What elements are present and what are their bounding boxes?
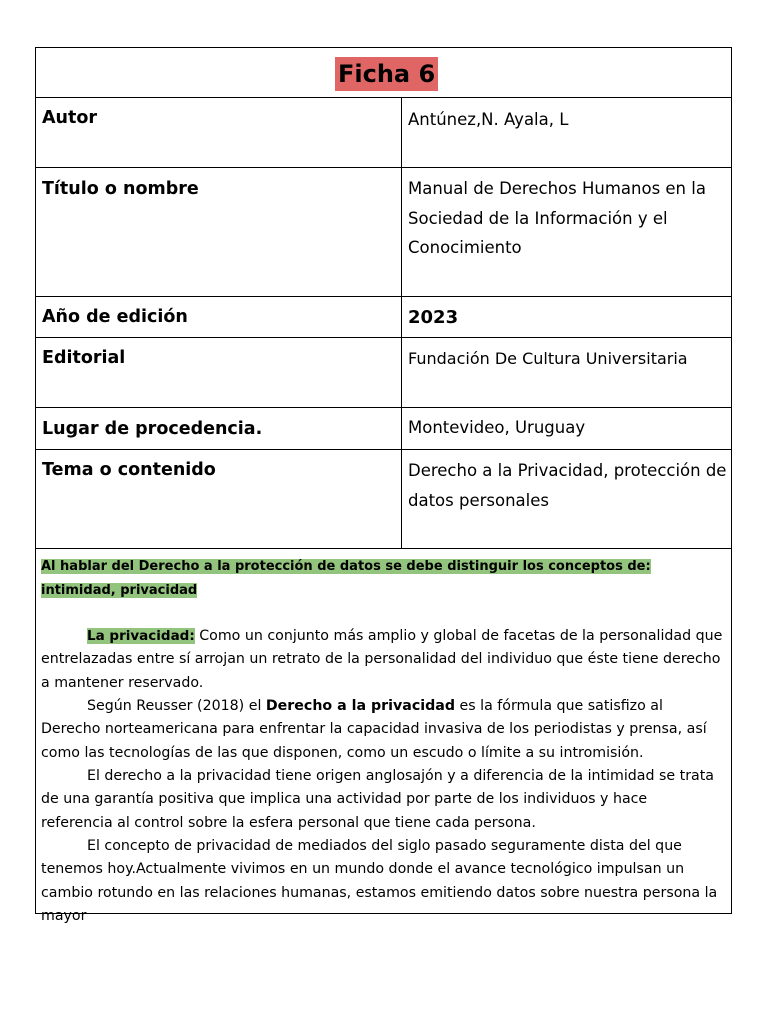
- intro-text: [41, 555, 681, 603]
- term-privacidad: La privacidad:: [87, 628, 195, 644]
- ficha-table: [35, 47, 732, 925]
- paragraph-text: Según Reusser (2018) el: [87, 698, 266, 714]
- value-lugar: Montevideo, Uruguay: [408, 418, 586, 437]
- intro-highlight: Al hablar del Derecho a la protección de datos se debe distinguir los conceptos de: intimidad, privacidad: [41, 559, 651, 598]
- label-anio: Año de edición: [42, 307, 188, 327]
- cell-label: [36, 408, 402, 449]
- value-titulo: Manual de Derechos Humanos en la Sociedad de la Información y el Conocimiento: [408, 179, 706, 257]
- cell-value: [402, 297, 731, 337]
- title-row: [36, 48, 731, 98]
- paragraph-origen: [41, 765, 723, 835]
- label-autor: Autor: [42, 108, 98, 128]
- cell-label: [36, 450, 402, 548]
- paragraph-reusser: [41, 695, 723, 765]
- paragraph-text: El concepto de privacidad de mediados del siglo pasado seguramente dista del que tenemos hoy.Actualmente vivimos en un mundo donde el avance tecnológico impulsan un cambio rotundo en las relaciones humanas, estamos emitiendo datos sobre nuestra persona la mayor: [41, 838, 718, 925]
- value-anio: 2023: [408, 307, 459, 328]
- row-lugar: [36, 408, 731, 450]
- cell-value: [402, 408, 731, 449]
- value-tema: Derecho a la Privacidad, protección de datos personales: [408, 461, 727, 510]
- paragraph-text: Como un conjunto más amplio y global de facetas de la personalidad que entrelazadas entre sí arrojan un retrato de la personalidad del individuo que éste tiene derecho a mantener reservado.: [41, 628, 723, 691]
- row-autor: [36, 98, 731, 168]
- paragraph-text: El derecho a la privacidad tiene origen anglosajón y a diferencia de la intimidad se trata de una garantía positiva que implica una actividad por parte de los individuos y hace referencia al control sobre la esfera personal que tiene cada persona.: [41, 768, 714, 831]
- label-editorial: Editorial: [42, 348, 126, 368]
- row-anio: [36, 297, 731, 338]
- cell-label: [36, 168, 402, 296]
- cell-value: [402, 98, 731, 167]
- ficha-title: Ficha 6: [335, 57, 438, 91]
- value-editorial: Fundación De Cultura Universitaria: [408, 349, 688, 368]
- cell-value: [402, 450, 731, 548]
- term-derecho-privacidad: Derecho a la privacidad: [265, 698, 456, 714]
- paragraph-concepto: [41, 835, 723, 929]
- paragraph-privacidad: [41, 625, 723, 695]
- label-lugar: Lugar de procedencia.: [42, 419, 263, 439]
- row-titulo: [36, 168, 731, 297]
- cell-label: [36, 338, 402, 407]
- cell-label: [36, 98, 402, 167]
- row-editorial: [36, 338, 731, 408]
- value-autor: Antúnez,N. Ayala, L: [408, 110, 569, 129]
- paragraph-text: es la fórmula que satisfizo al Derecho norteamericana para enfrentar la capacidad invasiva de los periodistas y prensa, así como las tecnologías de las que disponen, como un escudo o límite a su intromisión.: [41, 698, 707, 761]
- label-titulo: Título o nombre: [42, 179, 199, 199]
- label-tema: Tema o contenido: [42, 460, 216, 480]
- row-tema: [36, 450, 731, 549]
- cell-value: [402, 338, 731, 407]
- cell-label: [36, 297, 402, 337]
- cell-value: [402, 168, 731, 296]
